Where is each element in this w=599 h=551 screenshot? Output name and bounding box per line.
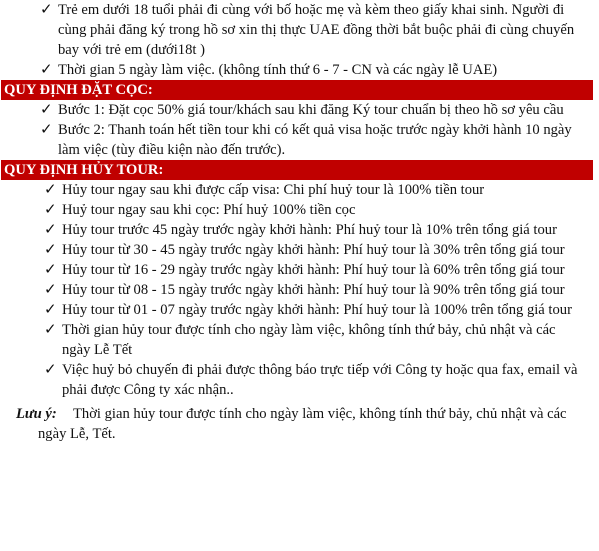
list-item xyxy=(0,280,599,300)
check-icon: ✓ xyxy=(40,122,53,138)
list-item-text: Hủy tour từ 08 - 15 ngày trước ngày khởi hành: Phí huỷ tour là 90% trên tổng giá tour xyxy=(62,282,565,298)
check-icon: ✓ xyxy=(44,202,57,218)
check-icon: ✓ xyxy=(44,322,57,338)
check-icon: ✓ xyxy=(44,262,57,278)
list-item-text: Bước 2: Thanh toán hết tiền tour khi có kết quả visa hoặc trước ngày khởi hành 10 ngày làm việc (tùy điều kiện nào đến trước). xyxy=(58,122,572,158)
check-icon: ✓ xyxy=(44,282,57,298)
list-item xyxy=(0,240,599,260)
check-icon: ✓ xyxy=(44,182,57,198)
list-item xyxy=(0,220,599,240)
list-item-text: Hủy tour trước 45 ngày trước ngày khởi hành: Phí huỷ tour là 10% trên tổng giá tour xyxy=(62,222,557,238)
list-item xyxy=(0,120,599,160)
cancel-section-title: QUY ĐỊNH HỦY TOUR: xyxy=(1,160,593,180)
note-label: Lưu ý: xyxy=(16,406,57,422)
list-item-text: Huỷ tour ngay sau khi cọc: Phí huỷ 100% tiền cọc xyxy=(62,202,356,218)
top-list xyxy=(0,0,599,80)
list-item-text: Thời gian hủy tour được tính cho ngày làm việc, không tính thứ bảy, chủ nhật và các ngày Lễ Tết xyxy=(62,322,556,358)
list-item xyxy=(0,60,599,80)
list-item xyxy=(0,100,599,120)
list-item xyxy=(0,200,599,220)
note-text-continued: ngày Lễ, Tết. xyxy=(38,426,116,442)
list-item-text: Bước 1: Đặt cọc 50% giá tour/khách sau khi đăng Ký tour chuẩn bị theo hồ sơ yêu cầu xyxy=(58,102,564,118)
list-item-text: Hủy tour ngay sau khi được cấp visa: Chi phí huỷ tour là 100% tiền tour xyxy=(62,182,485,198)
list-item xyxy=(0,300,599,320)
check-icon: ✓ xyxy=(40,62,53,78)
list-item xyxy=(0,360,599,400)
check-icon: ✓ xyxy=(44,242,57,258)
list-item-text: Thời gian 5 ngày làm việc. (không tính thứ 6 - 7 - CN và các ngày lễ UAE) xyxy=(58,62,498,78)
note-text: Thời gian hủy tour được tính cho ngày làm việc, không tính thứ bảy, chủ nhật và các xyxy=(73,406,567,422)
list-item xyxy=(0,320,599,360)
check-icon: ✓ xyxy=(44,222,57,238)
list-item xyxy=(0,0,599,60)
note-paragraph xyxy=(0,404,599,444)
list-item-text: Việc huỷ bỏ chuyến đi phải được thông báo trực tiếp với Công ty hoặc qua fax, email và phải được Công ty xác nhận.. xyxy=(62,362,578,398)
list-item xyxy=(0,180,599,200)
check-icon: ✓ xyxy=(40,2,53,18)
check-icon: ✓ xyxy=(44,302,57,318)
deposit-list xyxy=(0,100,599,160)
list-item-text: Hủy tour từ 30 - 45 ngày trước ngày khởi hành: Phí huỷ tour là 30% trên tổng giá tour xyxy=(62,242,565,258)
deposit-section-title: QUY ĐỊNH ĐẶT CỌC: xyxy=(1,80,593,100)
list-item-text: Trẻ em dưới 18 tuổi phải đi cùng với bố hoặc mẹ và kèm theo giấy khai sinh. Người đi cùng phải đăng ký trong hồ sơ xin thị thực UAE đồng thời bắt buộc phải đi cùng chuyến bay với trẻ em (dưới18t ) xyxy=(58,2,575,58)
check-icon: ✓ xyxy=(40,102,53,118)
list-item xyxy=(0,260,599,280)
list-item-text: Hủy tour từ 16 - 29 ngày trước ngày khởi hành: Phí huỷ tour là 60% trên tổng giá tour xyxy=(62,262,565,278)
check-icon: ✓ xyxy=(44,362,57,378)
list-item-text: Hủy tour từ 01 - 07 ngày trước ngày khởi hành: Phí huỷ tour là 100% trên tổng giá tour xyxy=(62,302,572,318)
cancel-list xyxy=(0,180,599,400)
